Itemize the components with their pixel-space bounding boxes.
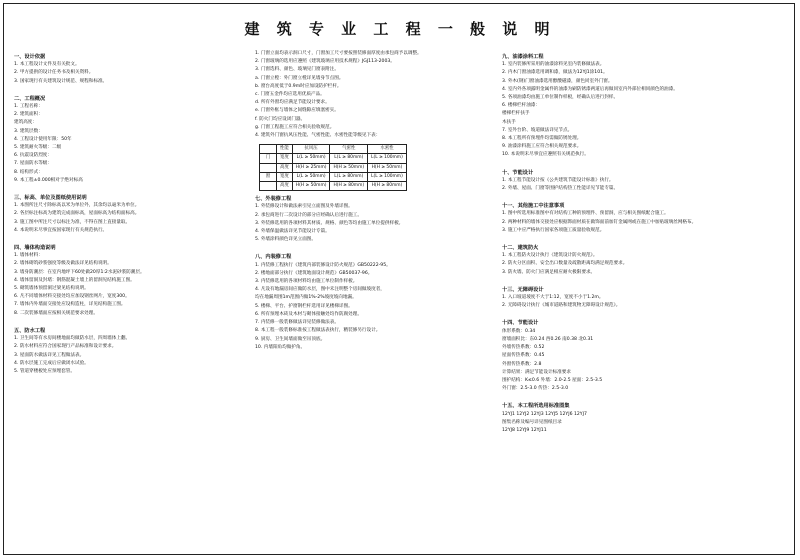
text-line: 7. 屋面防水等级： — [14, 161, 53, 167]
table-cell: 高度 — [277, 163, 293, 172]
text-line: 体形系数：0.34 — [502, 328, 536, 334]
section-heading: 八、内装修工程 — [255, 254, 292, 261]
section-heading: 一、设计依据 — [14, 54, 46, 60]
section-heading: 五、防水工程 — [14, 327, 46, 334]
text-line: 2. 无障碍设计执行《城市道路和建筑物无障碍设计规范》。 — [502, 303, 621, 309]
text-line: 2. 甲方提供的设计任务书及相关资料。 — [14, 70, 94, 76]
text-line: 2. 防水材料应符合国家现行产品标准和设计要求。 — [14, 344, 117, 350]
text-line: 1. 门窗立面均表示洞口尺寸，门窗加工尺寸要按照装修面厚度由承包商予以调整。 — [255, 51, 422, 56]
text-line: 1. 图中所选用标准图中有对结构工种的预埋件、预留洞，应与相关图纸配合施工。 — [502, 211, 669, 217]
table-cell: L(L ≥ 80mm) — [330, 154, 368, 163]
text-line: 计算结果：满足节能设计标准要求 — [502, 369, 571, 375]
table-cell: 宽度 — [277, 172, 293, 181]
text-line: 外墙传热系数：0.52 — [502, 345, 545, 351]
text-line: 3. 施工图中所注尺寸以标注为准，不得在图上直接量取。 — [14, 219, 131, 225]
text-line: 6. 凡不同墙体材料交接处均应加设钢丝网片，宽度300。 — [14, 294, 130, 300]
text-line: d. 所有外窗均应满足节能设计要求。 — [255, 100, 330, 106]
text-line: 1. 卫生间等有水房间楼地面均做防水层，四周墙体上翻。 — [14, 336, 131, 342]
text-line: 2. 承包商进行二次设计的部分应经确认后进行施工。 — [255, 212, 362, 218]
text-line: 1. 入口坡道坡度不大于1:12，宽度不小于1.2m。 — [502, 295, 604, 301]
text-line: 6. 楼梯栏杆油漆： — [502, 103, 541, 109]
text-line: 2. 防火分区面积、安全出口数量及疏散距离均满足规范要求。 — [502, 261, 628, 267]
text-line: 窗墙面积比：东0.24 西0.26 南0.38 北0.31 — [502, 336, 594, 342]
text-line: 图集名称及编号详见图纸目录 — [502, 419, 562, 425]
text-line: 3. 防火墙、防火门应满足相应耐火极限要求。 — [502, 269, 596, 275]
table-cell: 高度 — [277, 182, 293, 191]
text-line: 4. 工程设计使用年限：50年 — [14, 136, 72, 142]
table-cell: 宽度 — [277, 154, 293, 163]
text-line: 2. 楼地面部分执行《建筑地面设计规范》GB50037-96。 — [255, 270, 373, 276]
text-line: 3. 门窗选料、颜色、玻璃见门窗表附注。 — [255, 67, 339, 73]
text-line: 4. 室内外各项露明金属件的油漆为刷防锈漆两道后再做同室内外部位相同颜色的油漆。 — [502, 86, 678, 92]
text-line: 7. 墙体内外墙面交接处应设构造柱，详见结构施工图。 — [14, 302, 126, 308]
table-cell: 窗 — [260, 172, 277, 181]
text-line: 3. 外木(钢)门窗油漆选用醇酸磁漆，颜色同室外门窗。 — [502, 78, 613, 84]
text-line: 3. 屋面防水做法详见工程做法表。 — [14, 352, 85, 358]
text-line: 2. 建筑面积： — [14, 112, 43, 118]
text-line: 2. 外墙、屋面、门窗等围护结构热工性能详见节能专篇。 — [502, 186, 619, 192]
text-line: 均在地漏周围1m范围内做1%-2%坡度坡向地漏。 — [255, 295, 357, 301]
text-line: 楼梯栏杆扶手 — [502, 111, 530, 117]
text-line: 2. 墙体砌筑砂浆强度等级及做法详见结构说明。 — [14, 261, 112, 267]
section-heading: 二、工程概况 — [14, 95, 46, 102]
table-header: 水密性 — [368, 145, 407, 154]
text-line: 1. 室内装修所采用的油漆涂料见室内装修做法表。 — [502, 62, 605, 68]
window-performance-table — [259, 144, 407, 191]
text-line: 8. 本工程所有预埋件均需做防锈处理。 — [502, 136, 582, 142]
text-line: 12YJ8 12YJ9 12YJ11 — [502, 427, 547, 433]
table-row — [260, 182, 407, 191]
column-1 — [14, 50, 239, 376]
text-line: 5. 楼梯、平台、护窗钢栏杆选用详见楼梯详图。 — [255, 303, 353, 309]
text-line: 2. 各层标注标高为建筑完成面标高，屋面标高为结构面标高。 — [14, 211, 140, 217]
table-header: 性能 — [277, 145, 293, 154]
text-line: b. 窗台高度低于0.9m时应加设防护栏杆。 — [255, 83, 342, 89]
text-line: 2. 两种材料的墙体交接处应根据饰面材质在做饰面前加钉金属网或在施工中加贴玻璃丝网格布。 — [502, 219, 697, 225]
table-cell: L(L ≥ 50mm) — [292, 172, 330, 181]
text-line: 1. 墙体材料： — [14, 253, 43, 259]
section-heading: 三、标高、单位及图纸使用说明 — [14, 195, 87, 202]
table-cell: H(H ≥ 80mm) — [368, 182, 407, 191]
section-heading: 四、墙体构造说明 — [14, 245, 56, 252]
text-line: a. 门窗立樘：外门窗立樘详见墙身节点图。 — [255, 75, 344, 81]
table-header: 抗风压 — [292, 145, 330, 154]
section-heading: 十四、节能设计 — [502, 320, 539, 327]
text-line: 外门窗：2.5-3.0 传热：2.5-3.0 — [502, 386, 569, 392]
text-line: 1. 本工程设计文件及有关批文。 — [14, 62, 80, 68]
column-3 — [502, 50, 782, 435]
text-line: 3. 建筑层数： — [14, 128, 43, 134]
text-line: 4. 外墙保温做法详见节能设计专篇。 — [255, 229, 330, 235]
column-2 — [255, 50, 490, 352]
table-corner — [260, 145, 277, 154]
text-line: 3. 墙身防潮层：在室内地坪下60处做20厚1:2水泥砂浆防潮层。 — [14, 269, 145, 275]
text-line: 9. 本工程±0.000相对于绝对标高 — [14, 177, 83, 183]
text-line: 5. 各项油漆均由施工单位制作样板，经确认后进行封样。 — [502, 95, 619, 101]
text-line: 1. 本工程节能设计按《公共建筑节能设计标准》执行。 — [502, 177, 614, 183]
table-cell: 门 — [260, 154, 277, 163]
text-line: 10. 本说明未尽事宜应遵照有关规范执行。 — [502, 152, 589, 158]
text-line: 12YJ1 12YJ2 12YJ3 12YJ5 12YJ6 12YJ7 — [502, 411, 587, 417]
text-line: 5. 砌筑墙体预留洞过梁见结构说明。 — [14, 286, 89, 292]
text-line: 8. 结构形式： — [14, 169, 43, 175]
text-line: 5. 建筑耐火等级：二级 — [14, 145, 62, 151]
text-line: 4. 墙体留洞及封堵：钢筋混凝土墙上的留洞见结构施工图。 — [14, 277, 135, 283]
section-heading: 十一、其他施工中注意事项 — [502, 203, 565, 210]
table-cell: H(H ≥ 50mm) — [330, 163, 368, 172]
text-line: 木扶手 — [502, 119, 516, 125]
text-line: 9. 厨房、卫生间墙面做至吊顶底。 — [255, 336, 326, 342]
text-line: 8. 本工程一般装修标准按工程做法表执行，精装修另行设计。 — [255, 328, 381, 334]
text-line: 1. 本工程防火设计执行《建筑设计防火规范》。 — [502, 253, 598, 259]
text-line: 3. 内装修选用的各项材料均由施工单位制作样板。 — [255, 279, 358, 285]
text-line: 外窗传热系数：2.8 — [502, 361, 542, 367]
text-line: 4. 凡设有地漏房间应做防水层，图中未注明整个房间做坡度者， — [255, 287, 385, 293]
table-cell: L(L ≥ 100mm) — [368, 172, 407, 181]
text-line: 1. 外装修设计和做法索引见立面图及外墙详图。 — [255, 204, 353, 210]
table-row — [260, 154, 407, 163]
section-heading: 七、外装修工程 — [255, 196, 292, 203]
text-line: 10. 内墙阳角均做护角。 — [255, 344, 306, 350]
table-cell: H(H ≥ 50mm) — [368, 163, 407, 172]
table-cell: H(H ≥ 80mm) — [330, 182, 368, 191]
text-line: 1. 工程名称： — [14, 104, 43, 110]
section-heading: 十五、本工程所选用标准图集 — [502, 403, 570, 410]
text-line: 9. 油漆涂料施工应符合相关规范要求。 — [502, 144, 582, 150]
section-heading: 十二、建筑防火 — [502, 245, 539, 252]
table-cell: L(L ≥ 50mm) — [292, 154, 330, 163]
text-line: 4. 建筑外门窗抗风压性能、气密性能、水密性能等级见下表： — [255, 133, 381, 139]
text-line: 建筑高度： — [14, 120, 37, 126]
table-header: 气密性 — [330, 145, 368, 154]
text-line: 5. 管道穿楼板处应预埋套管。 — [14, 368, 75, 374]
text-line: 4. 本说明未尽事宜按国家现行有关规范执行。 — [14, 227, 108, 233]
section-heading: 十三、无障碍设计 — [502, 286, 544, 293]
text-line: 3. 国家现行有关建筑设计规范、规程和标准。 — [14, 78, 108, 84]
table-cell: L(L ≥ 100mm) — [368, 154, 407, 163]
text-line: 8. 二次装修墙面应按相关规范要求处理。 — [14, 310, 98, 316]
text-line: 7. 内装修一般装修做法详见装修做法表。 — [255, 320, 339, 326]
table-cell — [260, 182, 277, 191]
text-line: e. 门窗外框与墙体之间缝隙应填塞密实。 — [255, 108, 339, 114]
text-line: 围护结构：K≤0.6 外墙：2.0-2.5 屋面：2.5-3.5 — [502, 377, 603, 383]
text-line: 4. 防水层施工完成后应做闭水试验。 — [14, 360, 89, 366]
table-row — [260, 172, 407, 181]
table-row — [260, 163, 407, 172]
text-line: 7. 室外台阶、坡道做法详见节点。 — [502, 127, 573, 133]
section-heading: 九、油漆涂料工程 — [502, 54, 544, 60]
text-line: 2. 门窗玻璃的选用应遵照《建筑玻璃应用技术规程》JGJ113-2003。 — [255, 59, 395, 65]
text-line: 屋面传热系数：0.45 — [502, 353, 545, 359]
section-heading: 十、节能设计 — [502, 169, 534, 176]
text-line: 3. 施工中应严格执行国家各项施工质量验收规范。 — [502, 227, 605, 233]
text-line: c. 门窗五金件均应选用优质产品。 — [255, 92, 325, 98]
table-cell: H(H ≥ 50mm) — [292, 182, 330, 191]
table-cell: L(L ≥ 80mm) — [330, 172, 368, 181]
text-line: 3. 外装修选用的各项材料其材质、规格、颜色等均由施工单位提供样板。 — [255, 220, 404, 226]
text-line: g. 门窗工程施工应符合相关验收规范。 — [255, 124, 335, 130]
text-line: 6. 所有预埋木砖及木材与砌体接触处均作防腐处理。 — [255, 311, 362, 317]
page-title: 建 筑 专 业 工 程 一 般 说 明 — [244, 20, 556, 38]
text-line: 5. 外墙涂料颜色详见立面图。 — [255, 237, 316, 243]
text-line: 1. 内装修工程执行《建筑内部装修设计防火规范》GB50222-95。 — [255, 262, 391, 268]
text-line: f. 防火门均应设闭门器。 — [255, 116, 306, 122]
table-cell: H(H ≥ 25mm) — [292, 163, 330, 172]
text-line: 6. 抗震设防烈度： — [14, 153, 53, 159]
text-line: 1. 本图所注尺寸除标高以米为单位外，其余均以毫米为单位。 — [14, 203, 140, 209]
table-cell — [260, 163, 277, 172]
text-line: 2. 内木门窗油漆选用调和漆，做法为12YJ1涂101。 — [502, 70, 608, 76]
